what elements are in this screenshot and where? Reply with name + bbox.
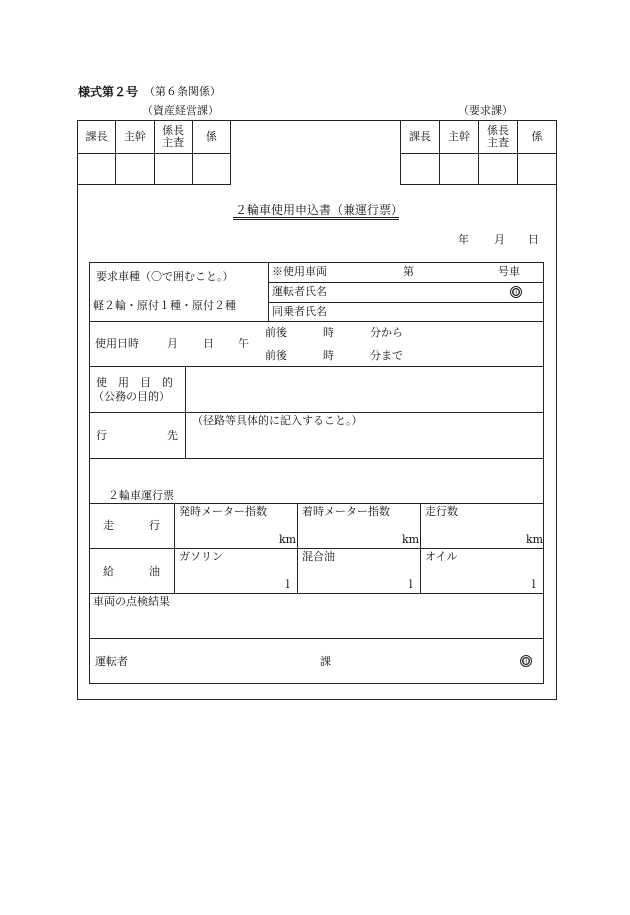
rule [268,262,269,321]
rule [89,638,544,639]
start-meter-label: 発時メーター指数 [179,505,267,518]
rule [89,412,544,413]
rule [89,593,544,594]
destination-note: （径路等具体的に記入すること。） [192,414,363,427]
distance-unit: km [526,533,544,546]
seal-char: 印 [512,289,520,297]
used-vehicle-label: ※使用車両 [272,265,327,278]
rule [420,503,421,593]
stamp-header-kakaricho-2: 主査 [487,136,509,149]
rule [268,282,544,283]
run-label-2: 行 [149,519,160,532]
vehicle-type-label: 要求車種（〇で囲むこと。） [96,270,234,283]
date-year: 年 [458,233,469,246]
operation-section-title: ２輪車運行票 [108,489,174,502]
destination-label-1: 行 [96,429,107,442]
stamp-header-shukan: 主幹 [116,121,154,154]
form-number: 様式第２号 [78,85,139,99]
time-to-prefix: 前後 [265,349,287,362]
purpose-label: 使 用 目 的 [96,376,173,389]
stamp-header-kakaricho-1: 係長 [162,124,185,138]
mixed-oil-unit: l [409,578,413,591]
stamp-header-shukan: 主幹 [440,121,479,154]
purpose-sublabel: （公務の目的） [93,390,170,403]
start-meter-unit: km [279,533,297,546]
stamp-header-kakaricho [479,121,518,154]
rule [89,548,544,549]
time-to-suffix: 分まで [370,349,403,362]
dept-right-label: （要求課） [458,104,513,117]
inspection-label: 車両の点検結果 [93,595,170,608]
seal-icon [520,655,532,667]
fuel-label-2: 油 [149,565,160,578]
purpose-field[interactable] [186,367,542,411]
driver-name-label: 運転者氏名 [272,285,327,298]
rule [174,503,175,593]
time-from-hour: 時 [323,326,334,339]
stamp-cell[interactable] [78,154,116,185]
title-underline [233,219,399,220]
stamp-cell[interactable] [440,154,479,185]
stamp-header-kakari: 係 [192,121,230,154]
stamp-header-kacho: 課長 [78,121,116,154]
time-to-hour: 時 [323,349,334,362]
gasoline-unit: l [286,578,290,591]
end-meter-unit: km [402,533,420,546]
form-relation: （第６条関係） [144,85,221,98]
application-frame [89,262,544,684]
stamp-cell[interactable] [192,154,230,185]
section-label: 課 [320,655,331,668]
stamp-header-kakaricho-2: 主査 [162,136,185,149]
stamp-header-kakaricho [154,121,192,154]
destination-label-2: 先 [167,429,178,442]
time-from-suffix: 分から [370,326,403,339]
approval-stamps-right [400,120,557,185]
stamp-cell[interactable] [518,154,557,185]
usage-noon: 午 [238,337,249,350]
oil-label: オイル [425,550,458,563]
passenger-name-label: 同乗者氏名 [272,305,327,318]
stamp-cell[interactable] [154,154,192,185]
stamp-header-kakari: 係 [518,121,557,154]
rule [297,503,298,593]
rule [89,321,544,322]
end-meter-label: 着時メーター指数 [302,505,390,518]
stamp-cell[interactable] [479,154,518,185]
form-title: ２輪車使用申込書（兼運行票） [235,203,404,217]
date-day: 日 [528,233,539,246]
oil-unit: l [532,578,536,591]
stamp-header-kakaricho-1: 係長 [487,124,509,138]
stamp-cell[interactable] [401,154,440,185]
usage-date-label: 使用日時 [95,337,139,350]
title-underline [233,217,399,218]
stamp-header-kacho: 課長 [401,121,440,154]
used-vehicle-number-prefix: 第 [403,265,414,278]
used-vehicle-number-suffix: 号車 [498,265,520,278]
gasoline-label: ガソリン [179,550,223,563]
run-label-1: 走 [103,519,114,532]
dept-left-label: （資産経営課） [142,104,219,117]
usage-month: 月 [167,337,178,350]
mixed-oil-label: 混合油 [302,550,335,563]
driver-label: 運転者 [95,655,128,668]
vehicle-type-options[interactable]: 軽２輪・原付１種・原付２種 [93,299,236,312]
time-from-prefix: 前後 [265,326,287,339]
rule [89,503,544,504]
distance-label: 走行数 [425,505,458,518]
rule [89,458,544,459]
seal-icon [510,286,522,298]
approval-stamps-left [77,120,231,185]
usage-day: 日 [203,337,214,350]
date-month: 月 [494,233,505,246]
stamp-cell[interactable] [116,154,154,185]
rule [268,302,544,303]
seal-char: 印 [522,658,530,666]
fuel-label-1: 給 [103,565,114,578]
